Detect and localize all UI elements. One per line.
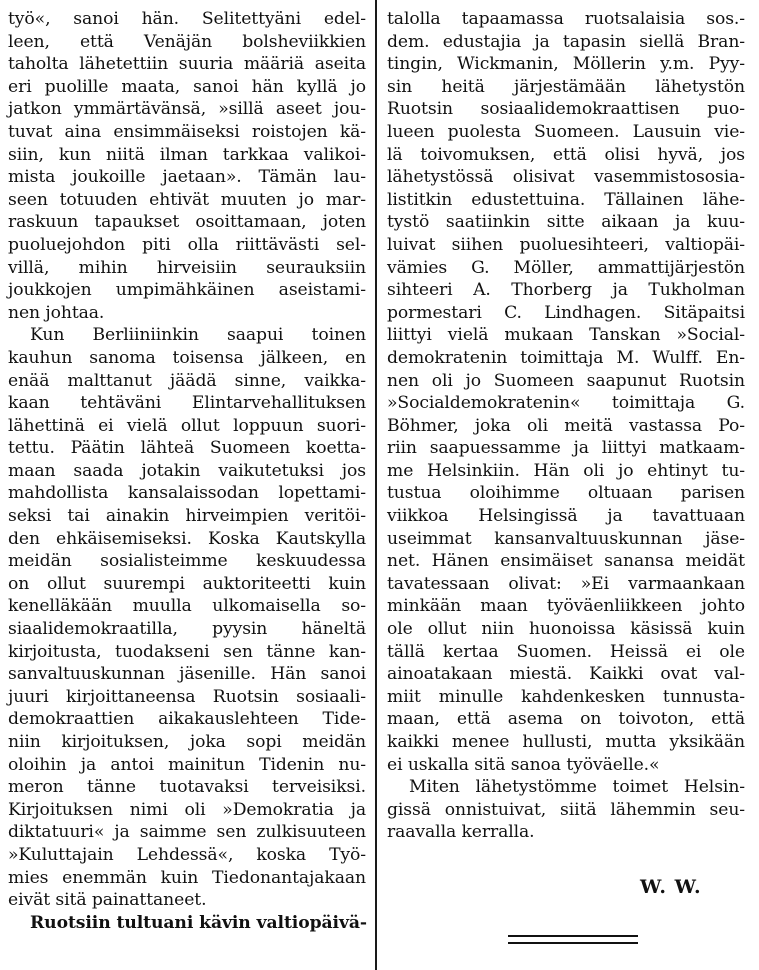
text-line: lähetystössä olisivat vasemmistososia- — [387, 167, 745, 188]
text-line: diktatuuri« ja saimme sen zulkisuuteen — [8, 822, 366, 843]
text-line: liittyi vielä mukaan Tanskan »Social- — [387, 325, 745, 346]
text-line: lähettinä ei vielä ollut loppuun suori- — [8, 415, 366, 436]
text-line: tavatessaan olivat: »Ei varmaankaan — [387, 573, 745, 594]
text-line: pormestari C. Lindhagen. Sitäpaitsi — [387, 302, 745, 323]
text-line: eivät sitä painattaneet. — [8, 890, 207, 911]
text-line: tällä kertaa Suomen. Heissä ei ole — [387, 641, 745, 662]
text-line: kaikki menee hullusti, mutta yksikään — [387, 732, 745, 752]
text-line: enää malttanut jäädä sinne, vaikka- — [8, 370, 366, 391]
text-line: oloihin ja antoi mainitun Tidenin nu- — [8, 754, 366, 775]
end-rule-top — [508, 935, 638, 937]
text-line: Ruotsin sosiaalidemokraattisen puo- — [387, 99, 745, 120]
text-line: net. Hänen ensimäiset sanansa meidät — [387, 551, 745, 572]
text-line: den ehkäisemiseksi. Koska Kautskylla — [8, 528, 366, 549]
text-line: kirjoitusta, tuodakseni sen tänne kan- — [8, 641, 366, 662]
text-line: seen totuuden ehtivät muuten jo mar- — [8, 189, 366, 210]
text-line: listitkin edustettuina. Tällainen lähe- — [387, 189, 745, 210]
text-line: Miten lähetystömme toimet Helsin- — [409, 777, 745, 798]
text-line: minkään maan työväenliikkeen johto — [387, 596, 745, 617]
text-line: vämies G. Möller, ammattijärjestön — [387, 257, 745, 278]
text-line: nen johtaa. — [8, 302, 105, 323]
text-line: demokraattien aikakauslehteen Tide- — [8, 709, 366, 730]
text-line: meron tänne tuotavaksi terveisiksi. — [8, 777, 366, 798]
text-line: Kun Berliiniinkin saapui toinen — [30, 325, 366, 346]
text-line: mies enemmän kuin Tiedonantajakaan — [8, 867, 366, 888]
text-line: tustua oloihimme oltuaan parisen — [387, 483, 745, 504]
text-line: miit minulle kahdenkesken tunnusta- — [387, 686, 745, 707]
text-line: talolla tapaamassa ruotsalaisia sos.- — [387, 9, 745, 29]
text-line: lä toivomuksen, että olisi hyvä, jos — [387, 144, 745, 165]
text-line: tuvat aina ensimmäiseksi roistojen kä- — [8, 121, 366, 142]
text-line: useimmat kansanvaltuuskunnan jäse- — [387, 528, 745, 549]
text-line: kaan tehtäväni Elintarvehallituksen — [8, 393, 366, 414]
text-line: lueen puolesta Suomeen. Lausuin vie- — [387, 121, 745, 142]
text-line: sanvaltuuskunnan jäsenille. Hän sanoi — [8, 664, 366, 685]
text-line: on ollut suurempi auktoriteetti kuin — [8, 573, 366, 594]
text-line: me Helsinkiin. Hän oli jo ehtinyt tu- — [387, 460, 745, 481]
text-line: viikkoa Helsingissä ja tavattuaan — [387, 506, 745, 527]
text-line: kauhun sanoma toisensa jälkeen, en — [8, 347, 366, 368]
author-signature: W. W. — [640, 876, 702, 898]
text-line: gissä onnistuivat, siitä lähemmin seu- — [387, 799, 745, 820]
text-line: siaalidemokraatilla, pyysin häneltä — [8, 619, 366, 640]
text-line: juuri kirjoittaneensa Ruotsin sosiaali- — [8, 686, 366, 707]
text-line: eri puolille maata, sanoi hän kyllä jo — [8, 76, 366, 97]
text-line: ei uskalla sitä sanoa työväelle.« — [387, 754, 660, 775]
text-line: riin saapuessamme ja liittyi matkaam- — [387, 438, 745, 459]
text-line: tingin, Wickmanin, Möllerin y.m. Pyy- — [387, 54, 745, 75]
text-line: luivat siihen puoluesihteeri, valtiopäi- — [387, 234, 745, 255]
column-divider — [375, 0, 377, 970]
text-line: ole ollut niin huonoissa käsissä kuin — [387, 619, 745, 640]
text-line: maan, että asema on toivoton, että — [387, 709, 745, 730]
text-line: dem. edustajia ja tapasin siellä Bran- — [387, 31, 745, 52]
end-rule-bottom — [508, 942, 638, 944]
text-line: maan saada jotakin vaikutetuksi jos — [8, 460, 366, 481]
text-line: demokratenin toimittaja M. Wulff. En- — [387, 347, 745, 368]
text-line: Kirjoituksen nimi oli »Demokratia ja — [8, 799, 366, 820]
text-line: meidän sosialisteimme keskuudessa — [8, 551, 366, 572]
text-line: mista joukoille jaetaan». Tämän lau- — [8, 167, 366, 188]
text-line: siin, kun niitä ilman tarkkaa valikoi- — [8, 144, 366, 165]
text-line: seksi tai ainakin hirveimpien veritöi- — [8, 506, 366, 527]
article-column-left — [8, 8, 366, 934]
text-line: puoluejohdon piti olla riittävästi sel- — [8, 234, 366, 255]
text-line: mahdollista kansalaissodan lopettami- — [8, 483, 366, 504]
text-line: villä, mihin hirveisiin seurauksiin — [8, 257, 366, 278]
text-line: tettu. Päätin lähteä Suomeen koetta- — [8, 438, 366, 459]
text-line: jatkon ymmärtävänsä, »sillä aseet jou- — [8, 99, 366, 120]
text-line: tystö saatiinkin sitte aikaan ja kuu- — [387, 212, 745, 233]
text-line: Ruotsiin tultuani kävin valtiopäivä- — [30, 912, 367, 933]
text-line: ainoatakaan miestä. Kaikki ovat val- — [387, 664, 745, 685]
text-line: joukkojen umpimähkäinen aseistami- — [8, 280, 366, 301]
text-line: nen oli jo Suomeen saapunut Ruotsin — [387, 370, 745, 391]
text-line: raskuun tapaukset osoittamaan, joten — [8, 212, 366, 233]
text-line: sin heitä järjestämään lähetystön — [387, 76, 745, 97]
text-line: »Kuluttajain Lehdessä«, koska Työ- — [8, 844, 366, 865]
text-line: raavalla kerralla. — [387, 822, 535, 843]
text-line: Böhmer, joka oli meitä vastassa Po- — [387, 415, 745, 436]
text-line: sihteeri A. Thorberg ja Tukholman — [387, 280, 745, 301]
article-column-right — [387, 8, 745, 844]
text-line: niin kirjoituksen, joka sopi meidän — [8, 732, 366, 752]
text-line: leen, että Venäjän bolsheviikkien — [8, 31, 366, 52]
text-line: kenelläkään muulla ulkomaisella so- — [8, 596, 366, 617]
text-line: »Socialdemokratenin« toimittaja G. — [387, 393, 745, 414]
text-line: taholta lähetettiin suuria määriä aseita — [8, 54, 366, 75]
text-line: työ«, sanoi hän. Selitettyäni edel- — [8, 9, 366, 29]
